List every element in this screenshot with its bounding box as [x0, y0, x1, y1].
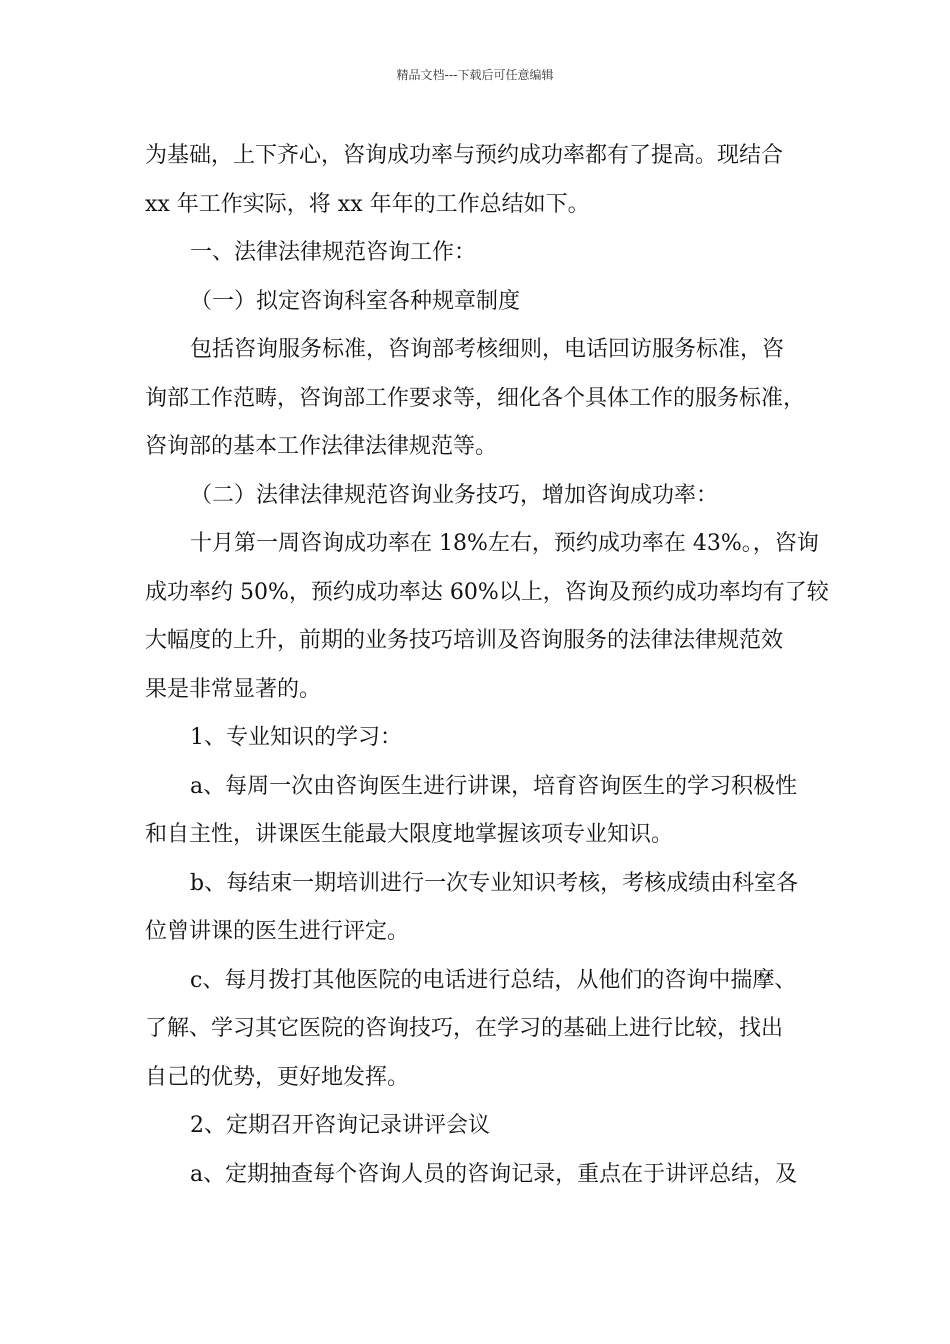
paragraph-line: 果是非常显著的。 — [145, 676, 322, 702]
list-item: b、每结束一期培训进行一次专业知识考核，考核成绩由科室各 — [190, 870, 799, 896]
paragraph-line: 了解、学习其它医院的咨询技巧，在学习的基础上进行比较，找出 — [145, 1016, 784, 1041]
paragraph-line: 十月第一周咨询成功率在 18%左右，预约成功率在 43%。，咨询 — [190, 531, 819, 556]
section-heading: 一、法律法律规范咨询工作： — [190, 240, 477, 265]
paragraph-line: xx 年工作实际，将 xx 年年的工作总结如下。 — [145, 191, 590, 217]
paragraph-line: 为基础，上下齐心，咨询成功率与预约成功率都有了提高。现结合 — [145, 143, 784, 168]
list-heading: 1、专业知识的学习： — [190, 725, 402, 750]
list-item: c、每月拨打其他医院的电话进行总结，从他们的咨询中揣摩、 — [190, 967, 797, 993]
paragraph-line: 包括咨询服务标准，咨询部考核细则，电话回访服务标准，咨 — [190, 337, 785, 362]
list-item: a、定期抽查每个咨询人员的咨询记录，重点在于讲评总结，及 — [190, 1161, 798, 1187]
list-heading: 2、定期召开咨询记录讲评会议 — [190, 1113, 490, 1138]
paragraph-line: 位曾讲课的医生进行评定。 — [145, 919, 410, 944]
subsection-heading: （二）法律法律规范咨询业务技巧，增加咨询成功率： — [190, 482, 719, 508]
paragraph-line: 询部工作范畴，咨询部工作要求等，细化各个具体工作的服务标准， — [145, 385, 806, 411]
page-header: 精品文档---下载后可任意编辑 — [396, 68, 554, 82]
paragraph-line: 自己的优势，更好地发挥。 — [145, 1064, 410, 1090]
paragraph-line: 大幅度的上升，前期的业务技巧培训及咨询服务的法律法律规范效 — [145, 628, 784, 653]
paragraph-line: 咨询部的基本工作法律法律规范等。 — [145, 434, 498, 459]
subsection-heading: （一）拟定咨询科室各种规章制度 — [190, 288, 521, 314]
list-item: a、每周一次由咨询医生进行讲课，培育咨询医生的学习积极性 — [190, 773, 798, 799]
document-body — [145, 132, 829, 1199]
paragraph-line: 成功率约 50%，预约成功率达 60%以上，咨询及预约成功率均有了较 — [145, 579, 829, 605]
paragraph-line: 和自主性，讲课医生能最大限度地掌握该项专业知识。 — [145, 822, 674, 847]
